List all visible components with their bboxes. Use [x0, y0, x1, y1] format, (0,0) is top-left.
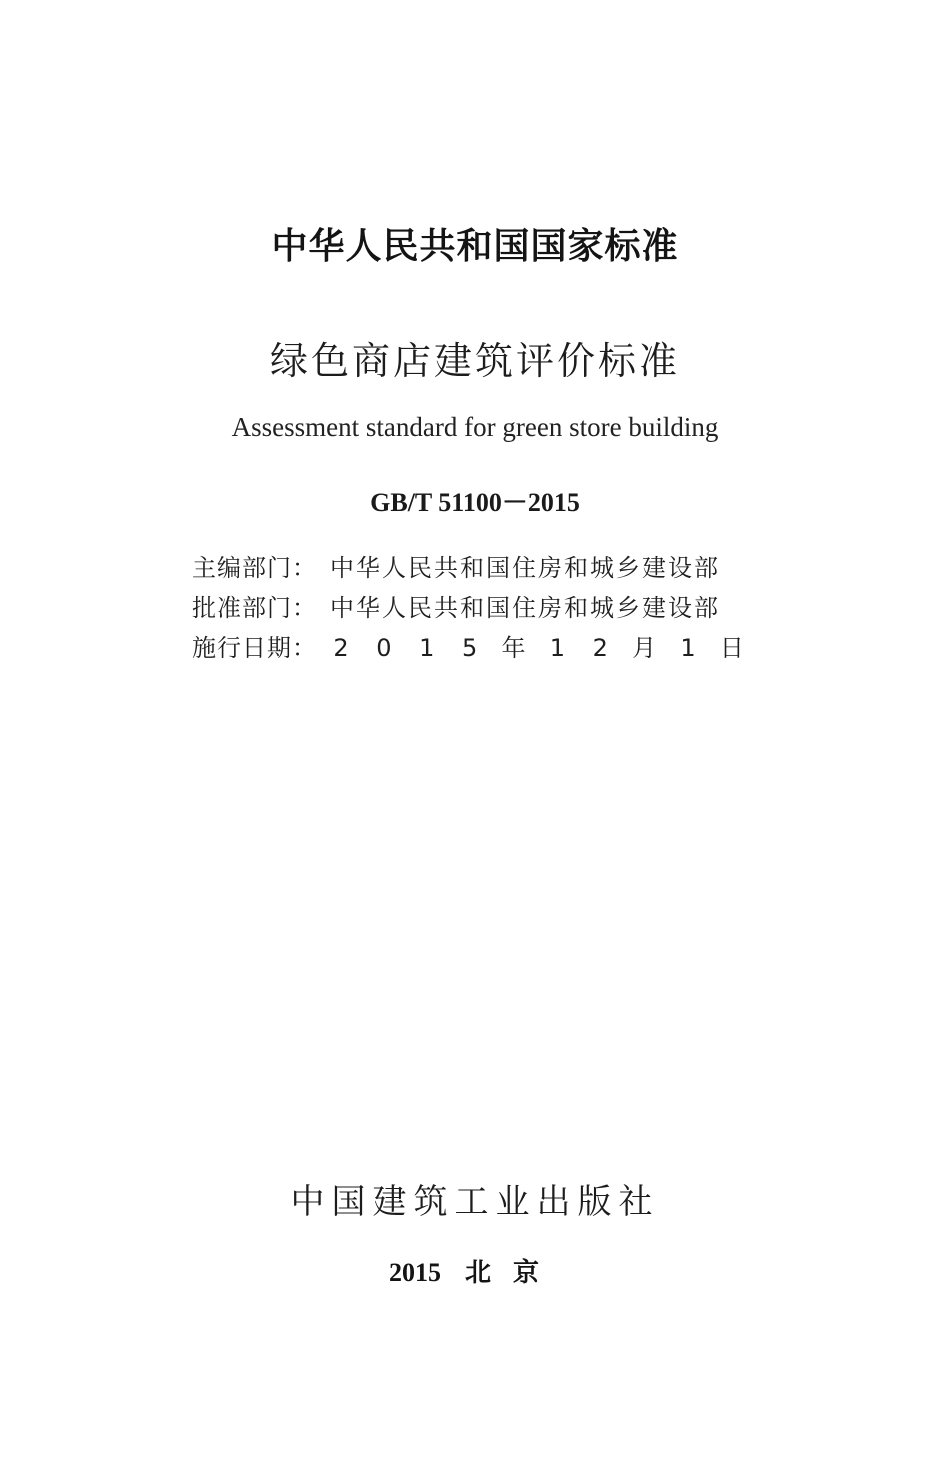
approver-value: 中华人民共和国住房和城乡建设部: [330, 594, 720, 622]
publisher-name: 中国建筑工业出版社: [290, 1182, 660, 1222]
date-char: 日: [719, 634, 744, 662]
national-standard-heading: 中华人民共和国国家标准: [271, 226, 679, 267]
effective-date-row: [192, 628, 762, 668]
effective-date-value: [330, 628, 744, 668]
publication-place: 北京: [464, 1258, 561, 1288]
date-char: 2: [592, 634, 608, 662]
publication-year: 2015: [388, 1258, 441, 1287]
document-title-english: Assessment standard for green store building: [231, 412, 719, 442]
publication-year-place: [0, 1252, 950, 1289]
date-char: 1: [419, 634, 435, 662]
standard-code: GB/T 51100－2015: [370, 488, 580, 517]
editor-label: 主编部门：: [192, 554, 317, 582]
editor-value: 中华人民共和国住房和城乡建设部: [330, 554, 720, 582]
effective-date-label: 施行日期：: [192, 634, 317, 662]
date-char: 2: [333, 634, 349, 662]
publication-info: [192, 548, 762, 668]
date-char: 1: [549, 634, 566, 662]
date-char: 1: [680, 634, 696, 662]
date-char: 月: [632, 634, 657, 662]
approver-label: 批准部门：: [192, 594, 317, 622]
date-char: 0: [376, 634, 392, 662]
date-char: 年: [501, 634, 526, 662]
approver-row: [192, 588, 762, 628]
document-title-chinese: 绿色商店建筑评价标准: [269, 339, 680, 383]
editor-row: [192, 548, 762, 588]
date-char: 5: [461, 634, 478, 662]
